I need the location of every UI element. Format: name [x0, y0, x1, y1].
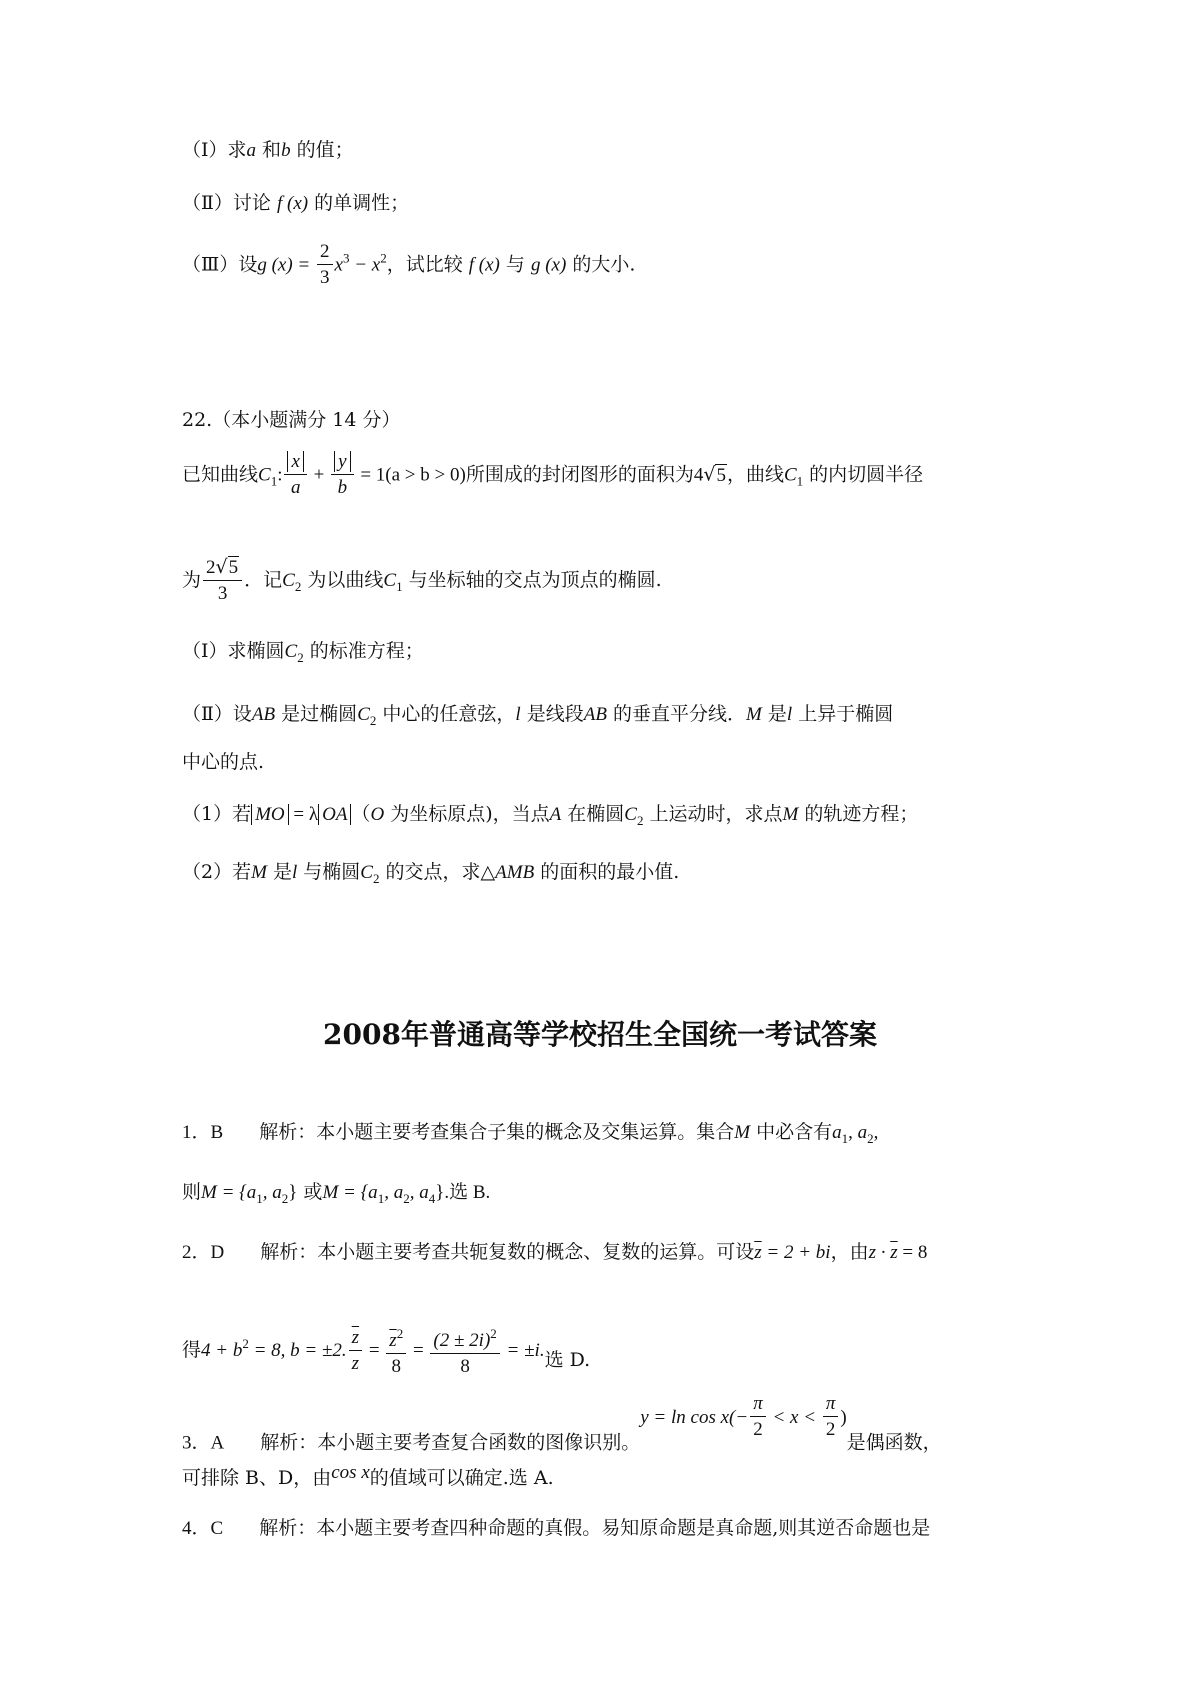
text: 的标准方程； [303, 640, 424, 662]
equals: = [364, 1340, 385, 1361]
var-AB: AB [251, 704, 276, 725]
text: 的单调性； [308, 192, 410, 214]
equation: = 8, b = ±2. [248, 1340, 347, 1361]
text: （Ⅱ）讨论 [182, 192, 277, 214]
text: 解析：本小题主要考查复合函数的图像识别。 [260, 1431, 641, 1454]
text: 的交点，求△ [379, 861, 496, 883]
subscript: 1 [270, 473, 278, 489]
var-f: f [276, 193, 283, 214]
text: 与 [499, 253, 531, 276]
subscript: 2 [297, 650, 304, 665]
fraction-pi-2: $\frac{\pi}{2}$ [750, 1392, 766, 1443]
fraction-big [430, 1322, 499, 1380]
text: 解析：本小题主要考查四种命题的真假。易知原命题是真命题,则其逆否命题也是 [259, 1517, 931, 1539]
text: 的内切圆半径 [803, 463, 924, 486]
var-a: a [832, 1122, 842, 1143]
text: 的面积的最小值. [534, 861, 680, 883]
answer-2-line2: 得$4 + b^2 = 8$, b = ±2. $\frac{\overline{z}}{z}$ = $\frac{\overline{z}^2}{8}$ = $\frac{(2 \pm 2i)^2}{8}$ = ±i.选 D. [182, 1322, 590, 1380]
function-expr [640, 1393, 847, 1440]
text: ．记 [244, 569, 283, 591]
subscript: 1 [396, 579, 403, 594]
choice: .选 B. [444, 1182, 491, 1203]
part21-q2 [182, 189, 409, 218]
var-C: C [624, 804, 637, 825]
denominator: 3 [203, 580, 242, 607]
denominator: 8 [430, 1353, 499, 1380]
answer-3-line2 [182, 1464, 554, 1493]
subscript: 2 [369, 713, 377, 728]
denominator: b [331, 474, 353, 501]
fraction-abs-y-over-b [331, 450, 353, 501]
denominator: 3 [317, 264, 333, 291]
text: （Ⅰ）求椭圆 [182, 640, 285, 662]
problem-22-sub1 [182, 800, 918, 835]
comma: , [873, 1122, 879, 1143]
arg-x: (x) [282, 193, 309, 214]
numerator [284, 450, 306, 474]
var-M: M [746, 704, 762, 725]
answer-number: 1．B [182, 1122, 224, 1143]
text: 是 [266, 861, 292, 883]
text: 和 [256, 139, 282, 161]
var-AMB: AMB [495, 862, 535, 883]
conj-z: $\overline{z}$ [754, 1242, 762, 1263]
var-O: O [370, 804, 385, 825]
answer-2 [182, 1238, 927, 1267]
text: 得 [182, 1339, 202, 1361]
arg-gx: (x) = [266, 254, 315, 276]
numerator: π [825, 1393, 836, 1414]
set-2: M = {a [322, 1182, 378, 1203]
product: z · [868, 1242, 891, 1263]
text: 的垂直平分线． [606, 703, 747, 725]
answer-title: 2008年普通高等学校招生全国统一考试答案 [323, 1018, 877, 1051]
text: （Ⅱ）设 [182, 703, 252, 725]
text: （Ⅲ）设 [182, 253, 258, 276]
text: 解析：本小题主要考查共轭复数的概念、复数的运算。可设 [260, 1241, 755, 1263]
plus: + [308, 464, 330, 486]
expr: (2 ± 2i) [433, 1330, 491, 1351]
text: （Ⅰ）求 [182, 139, 247, 161]
subscript: 2 [294, 579, 302, 594]
text: ，曲线 [726, 463, 784, 486]
choice: 选 D. [544, 1349, 591, 1371]
abs-y: y [334, 451, 350, 472]
var-l: l [291, 862, 298, 883]
var-C: C [258, 464, 271, 486]
numerator: 2 [320, 241, 330, 262]
var-l: l [515, 704, 521, 725]
fx: f (x) [468, 254, 500, 276]
var-C: C [357, 704, 370, 725]
problem-22-part2 [182, 700, 893, 735]
problem-22-line1 [182, 450, 923, 501]
text: 中必含有 [750, 1121, 833, 1143]
fraction-pi-2: $\frac{\pi}{2}$ [823, 1392, 839, 1443]
radicand: 5 [228, 557, 239, 578]
text: 的轨迹方程； [798, 803, 919, 825]
numerator: $\overline{z}$ [351, 1326, 360, 1348]
equals: = [408, 1340, 429, 1361]
equals-8: = 8 [897, 1242, 928, 1263]
set-1: M = {a [201, 1182, 257, 1203]
numerator [331, 450, 353, 474]
fraction-zbar2-over-8 [386, 1322, 406, 1380]
numerator: π [753, 1393, 763, 1414]
problem-22-part1 [182, 637, 424, 672]
paren: ) [840, 1406, 847, 1428]
abs-OA: OA [318, 804, 351, 825]
sqrt-icon: √ [703, 463, 716, 486]
fraction-radius [203, 555, 242, 607]
var-C: C [383, 570, 397, 591]
text: 为以曲线 [301, 569, 384, 591]
text: 所围成的封闭图形的面积为 [465, 463, 694, 486]
var-a: a [246, 140, 257, 161]
subscript: 2 [636, 813, 644, 828]
coef: 2 [206, 557, 216, 578]
condition: = 1(a > b > 0) [355, 464, 466, 486]
answer-number: 4．C [182, 1518, 224, 1539]
exponent: 3 [342, 250, 350, 266]
radicand: 5 [716, 464, 726, 486]
var-A: A [549, 804, 562, 825]
problem-22-part2-cont: 中心的点. [182, 751, 265, 773]
numerator [203, 555, 242, 580]
gx: g (x) [530, 254, 567, 276]
text: 已知曲线 [182, 463, 259, 486]
problem-22-header: 22.（本小题满分 14 分） [182, 409, 401, 431]
var-C: C [360, 862, 373, 883]
subscript: 1 [796, 473, 804, 489]
exponent: 2 [380, 250, 387, 266]
minus-x: − x [349, 254, 381, 276]
answer-4 [182, 1514, 930, 1543]
var-AB: AB [583, 704, 607, 725]
text: 是线段 [520, 703, 584, 725]
answer-number: 3．A [182, 1432, 225, 1454]
part21-q1 [182, 136, 354, 165]
denominator: a [284, 474, 306, 501]
text: 则 [182, 1181, 202, 1203]
var-x: x [334, 254, 343, 276]
text: ，试比较 [386, 253, 469, 276]
equation: 4 + b [201, 1340, 243, 1361]
var-a: a [857, 1122, 868, 1143]
text: 的值域可以确定.选 A. [369, 1467, 554, 1489]
problem-22-sub2 [182, 858, 679, 893]
text: 在椭圆 [561, 803, 625, 825]
cos-x: cos x [331, 1462, 370, 1483]
expr: < x < [767, 1406, 821, 1428]
var-M: M [782, 804, 799, 825]
text: 上异于椭圆 [792, 703, 894, 725]
var-g: g [257, 254, 267, 276]
var-C: C [284, 641, 298, 662]
text: ，由 [830, 1241, 869, 1263]
fraction-abs-x-over-a [284, 450, 306, 501]
abs-x: x [287, 451, 303, 472]
equals-lambda: = λ [288, 804, 319, 825]
text: 是 [761, 703, 787, 725]
var-C: C [282, 570, 295, 591]
part21-q3 [182, 240, 635, 291]
equation: = 2 + bi [761, 1242, 831, 1263]
text: 与椭圆 [297, 861, 361, 883]
text: 的值； [290, 139, 354, 161]
text: 是偶函数， [846, 1431, 942, 1454]
answer-3 [182, 1393, 942, 1469]
sqrt-icon: √ [215, 556, 228, 578]
text: 或 [297, 1181, 323, 1203]
abs-MO: MO [251, 804, 289, 825]
answer-number: 2．D [182, 1242, 225, 1263]
text: 与坐标轴的交点为顶点的椭圆. [402, 569, 662, 591]
text: 中心的任意弦， [376, 703, 516, 725]
var-l: l [786, 704, 793, 725]
text: 是过椭圆 [275, 703, 358, 725]
text: 上运动时，求点 [643, 803, 783, 825]
numerator: $\overline{z}^2$ [389, 1326, 404, 1351]
conj-z: $\overline{z}$ [389, 1330, 397, 1351]
result: = ±i. [501, 1340, 545, 1361]
var-M: M [251, 862, 267, 883]
text: （1）若 [182, 803, 252, 825]
var-M: M [734, 1122, 751, 1143]
expr: y = ln cos x(− [640, 1406, 749, 1428]
fraction-two-thirds [317, 240, 333, 291]
text: （ [351, 803, 371, 825]
problem-22-line2 [182, 555, 662, 607]
subscript: 2 [372, 871, 380, 886]
text: 为坐标原点)，当点 [384, 803, 550, 825]
var-C: C [783, 464, 797, 486]
answer-1-line2: 则$M = \{a_1$, $a_2$} 或$M = \{a_1$, $a_2$, $a_4$}.选 B. [182, 1181, 491, 1206]
text: 可排除 B、D，由 [182, 1467, 332, 1489]
text: （2）若 [182, 861, 252, 883]
text: 的大小. [566, 253, 636, 276]
conj-z: $\overline{z}$ [890, 1242, 898, 1263]
coef: 4 [693, 464, 704, 486]
var-b: b [281, 140, 291, 161]
fraction-zbar-over-z [349, 1326, 362, 1377]
text: 解析：本小题主要考查集合子集的概念及交集运算。集合 [259, 1121, 735, 1143]
answer-1: 1．B 解析：本小题主要考查集合子集的概念及交集运算。集合M 中必含有$a_1$, $a_2$, [182, 1121, 879, 1146]
numerator: $(2 \pm 2i)^2$ [433, 1326, 497, 1351]
denominator: 8 [386, 1353, 406, 1380]
text: 为 [182, 569, 202, 591]
denominator: z [349, 1350, 362, 1377]
colon: : [277, 464, 283, 486]
